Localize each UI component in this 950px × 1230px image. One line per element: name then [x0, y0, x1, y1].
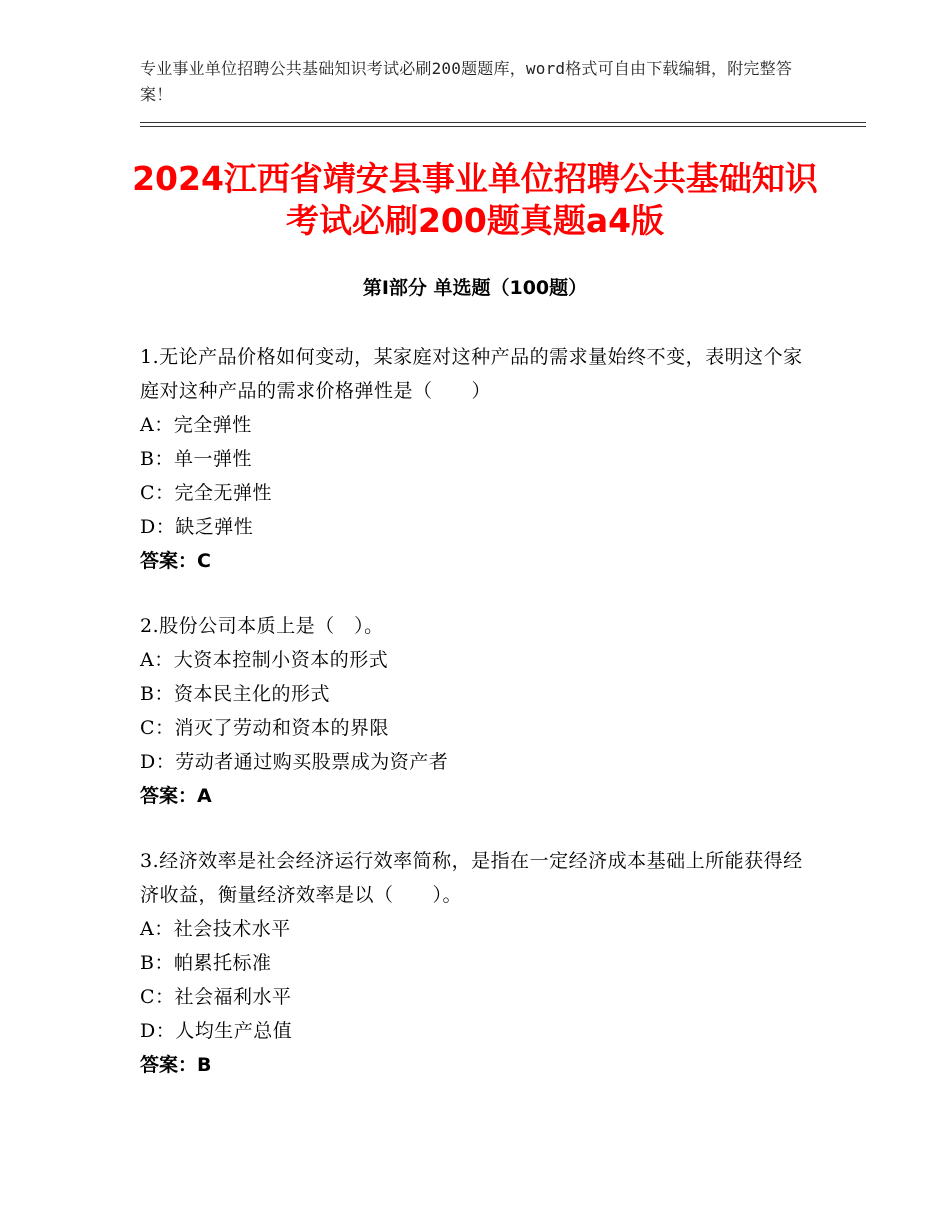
answer-line: 答案：B — [140, 1054, 212, 1076]
question-1 — [140, 340, 810, 578]
question-text: 1.无论产品价格如何变动，某家庭对这种产品的需求量始终不变，表明这个家庭对这种产品的需求价格弹性是（ ） — [140, 346, 803, 402]
section-heading: 第Ⅰ部分 单选题（100题） — [362, 277, 588, 299]
option-b: B：帕累托标准 — [140, 952, 272, 974]
answer-line: 答案：C — [140, 550, 211, 572]
option-c: C：完全无弹性 — [140, 482, 273, 504]
answer-line: 答案：A — [140, 785, 212, 807]
header-divider — [140, 122, 866, 127]
question-text: 2.股份公司本质上是（ ）。 — [140, 615, 384, 637]
option-d: D：人均生产总值 — [140, 1020, 293, 1042]
option-a: A：大资本控制小资本的形式 — [140, 649, 389, 671]
option-c: C：社会福利水平 — [140, 986, 292, 1008]
question-list — [140, 340, 810, 1113]
question-2 — [140, 609, 810, 813]
option-b: B：单一弹性 — [140, 448, 252, 470]
option-c: C：消灭了劳动和资本的界限 — [140, 717, 390, 739]
option-b: B：资本民主化的形式 — [140, 683, 330, 705]
option-a: A：完全弹性 — [140, 414, 252, 436]
question-text: 3.经济效率是社会经济运行效率简称，是指在一定经济成本基础上所能获得经济收益，衡量经济效率是以（ ）。 — [140, 850, 803, 906]
question-3 — [140, 844, 810, 1082]
document-title: 2024江西省靖安县事业单位招聘公共基础知识考试必刷200题真题a4版 — [132, 159, 818, 240]
option-a: A：社会技术水平 — [140, 918, 291, 940]
option-d: D：缺乏弹性 — [140, 516, 254, 538]
header-note: 专业事业单位招聘公共基础知识考试必刷200题题库，word格式可自由下载编辑，附完整答案！ — [140, 59, 793, 104]
option-d: D：劳动者通过购买股票成为资产者 — [140, 751, 449, 773]
